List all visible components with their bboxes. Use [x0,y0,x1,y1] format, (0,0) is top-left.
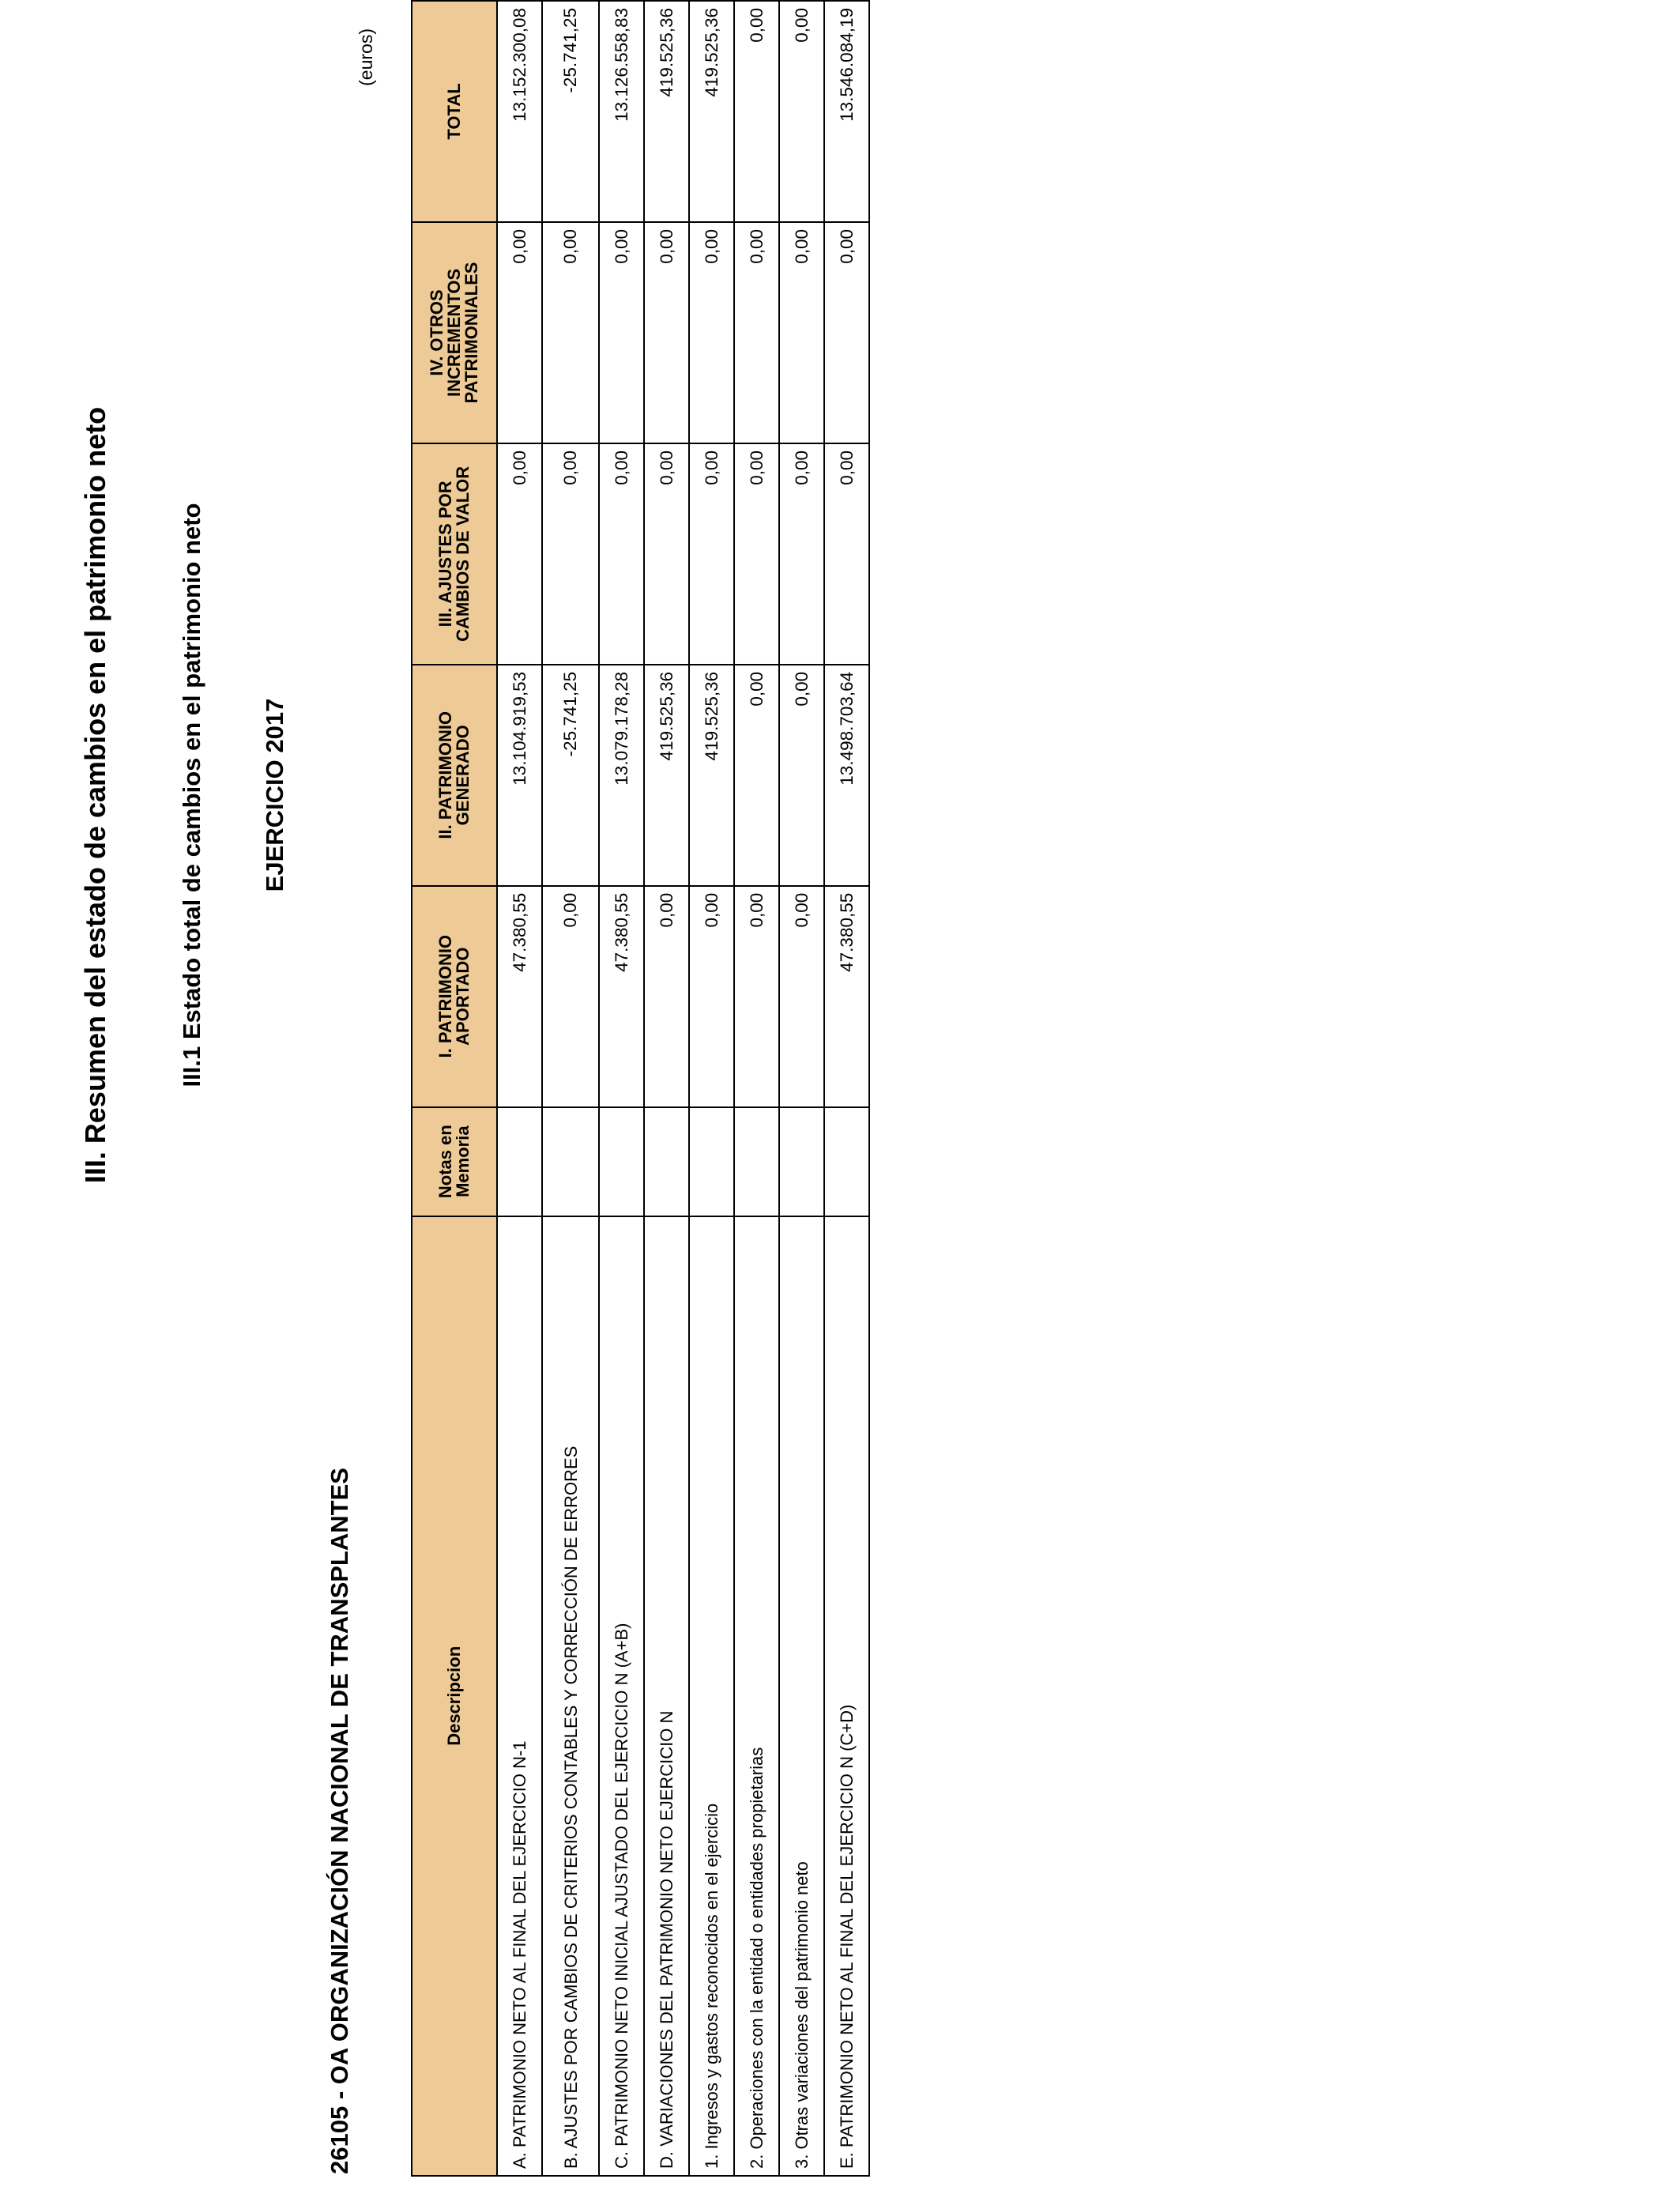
row-description: D. VARIACIONES DEL PATRIMONIO NETO EJERCICIO N [644,1216,689,2176]
row-notes [824,1107,869,1216]
row-ajustes: 0,00 [779,443,824,665]
row-generado: 419.525,36 [644,665,689,886]
row-aportado: 0,00 [644,886,689,1107]
row-notes [689,1107,734,1216]
row-description: 1. Ingresos y gastos reconocidos en el ejercicio [689,1216,734,2176]
column-header-aportado: I. PATRIMONIO APORTADO [412,886,497,1107]
table-row [824,1,869,2176]
table-row [734,1,779,2176]
row-generado: 0,00 [734,665,779,886]
exercise-year: EJERCICIO 2017 [261,698,288,892]
table-header-row [412,1,497,2176]
entity-name: 26105 - OA ORGANIZACIÓN NACIONAL DE TRANSPLANTES [326,1468,353,2174]
row-notes [779,1107,824,1216]
row-otros: 0,00 [689,222,734,443]
table-row [542,1,599,2176]
column-header-notes: Notas en Memoria [412,1107,497,1216]
row-aportado: 47.380,55 [599,886,644,1107]
row-description: 2. Operaciones con la entidad o entidades propietarias [734,1216,779,2176]
row-ajustes: 0,00 [734,443,779,665]
currency-unit: (euros) [356,28,376,86]
row-description: C. PATRIMONIO NETO INICIAL AJUSTADO DEL EJERCICIO N (A+B) [599,1216,644,2176]
row-description: A. PATRIMONIO NETO AL FINAL DEL EJERCICIO N-1 [497,1216,542,2176]
row-description: B. AJUSTES POR CAMBIOS DE CRITERIOS CONTABLES Y CORRECCIÓN DE ERRORES [542,1216,599,2176]
row-generado: -25.741,25 [542,665,599,886]
row-ajustes: 0,00 [542,443,599,665]
row-generado: 13.079.178,28 [599,665,644,886]
row-otros: 0,00 [542,222,599,443]
row-generado: 419.525,36 [689,665,734,886]
row-total: -25.741,25 [542,1,599,222]
equity-changes-table [411,0,870,2177]
row-notes [497,1107,542,1216]
row-ajustes: 0,00 [644,443,689,665]
row-ajustes: 0,00 [689,443,734,665]
row-aportado: 47.380,55 [824,886,869,1107]
row-generado: 13.498.703,64 [824,665,869,886]
row-ajustes: 0,00 [824,443,869,665]
column-header-total: TOTAL [412,1,497,222]
table-row [644,1,689,2176]
row-notes [599,1107,644,1216]
row-ajustes: 0,00 [497,443,542,665]
column-header-description: Descripcion [412,1216,497,2176]
row-notes [644,1107,689,1216]
row-generado: 13.104.919,53 [497,665,542,886]
table-row [497,1,542,2176]
row-description: E. PATRIMONIO NETO AL FINAL DEL EJERCICIO N (C+D) [824,1216,869,2176]
report-subtitle: III.1 Estado total de cambios en el patrimonio neto [178,503,205,1088]
row-generado: 0,00 [779,665,824,886]
row-aportado: 47.380,55 [497,886,542,1107]
row-otros: 0,00 [779,222,824,443]
row-aportado: 0,00 [689,886,734,1107]
column-header-otros: IV. OTROS INCREMENTOS PATRIMONIALES [412,222,497,443]
report-title: III. Resumen del estado de cambios en el patrimonio neto [79,406,111,1184]
row-otros: 0,00 [644,222,689,443]
row-aportado: 0,00 [734,886,779,1107]
row-notes [734,1107,779,1216]
row-ajustes: 0,00 [599,443,644,665]
row-total: 13.126.558,83 [599,1,644,222]
row-total: 419.525,36 [644,1,689,222]
row-total: 0,00 [779,1,824,222]
row-otros: 0,00 [599,222,644,443]
row-notes [542,1107,599,1216]
row-description: 3. Otras variaciones del patrimonio neto [779,1216,824,2176]
table-row [689,1,734,2176]
row-total: 0,00 [734,1,779,222]
row-otros: 0,00 [497,222,542,443]
row-aportado: 0,00 [542,886,599,1107]
row-total: 13.152.300,08 [497,1,542,222]
row-total: 419.525,36 [689,1,734,222]
column-header-generado: II. PATRIMONIO GENERADO [412,665,497,886]
row-otros: 0,00 [824,222,869,443]
row-aportado: 0,00 [779,886,824,1107]
table-row [779,1,824,2176]
row-otros: 0,00 [734,222,779,443]
row-total: 13.546.084,19 [824,1,869,222]
column-header-ajustes: III. AJUSTES POR CAMBIOS DE VALOR [412,443,497,665]
table-row [599,1,644,2176]
